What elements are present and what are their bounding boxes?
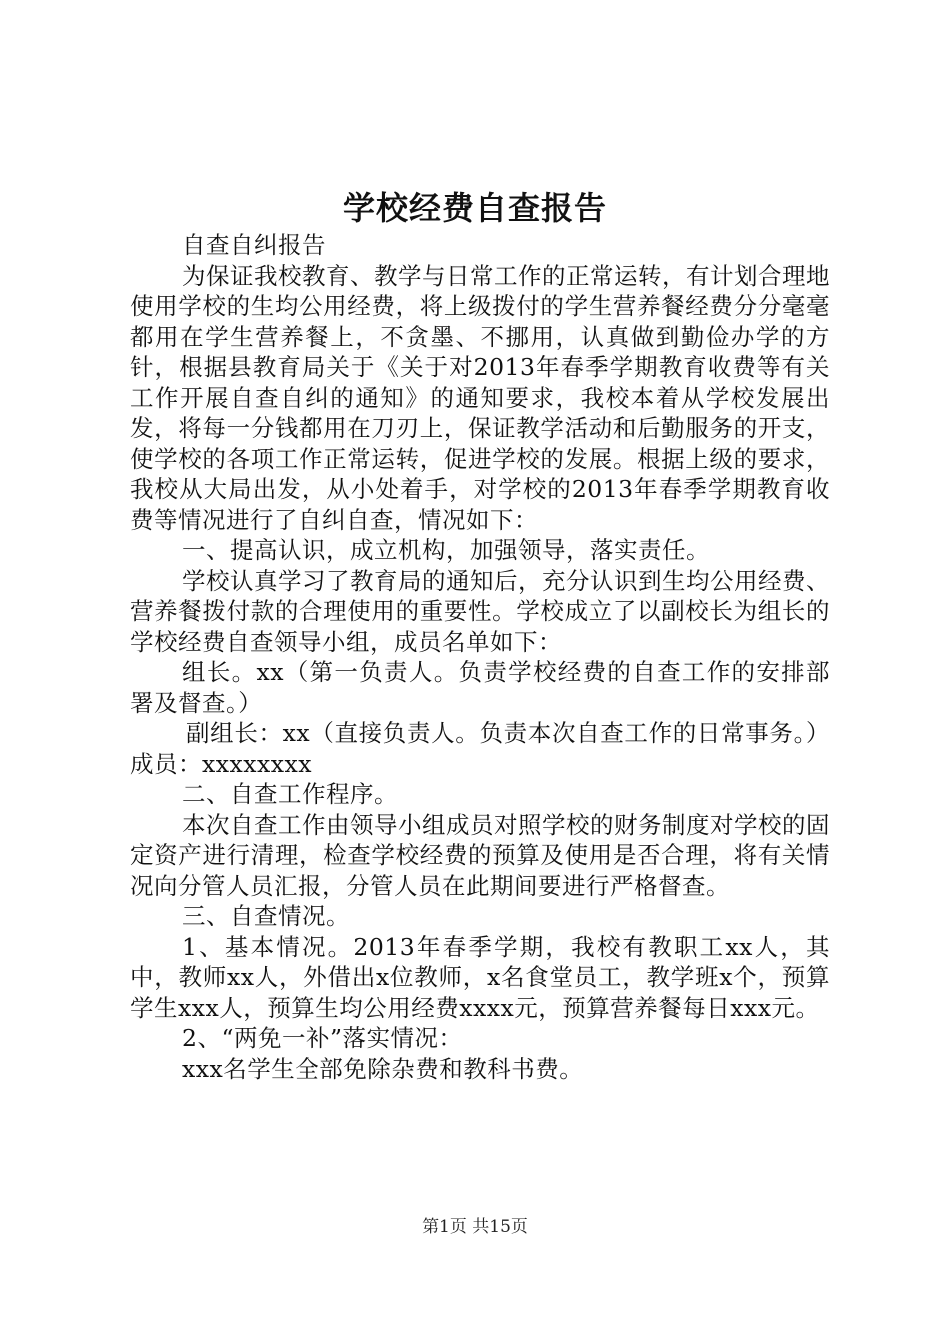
paragraph-leader: 组长。xx（第一负责人。负责学校经费的自查工作的安排部署及督查。） (130, 658, 830, 717)
page-footer: 第1页 共15页 (422, 1217, 528, 1237)
paragraph-subsidy-detail: xxx名学生全部免除杂费和教科书费。 (182, 1054, 584, 1083)
section-heading-2: 二、自查工作程序。 (182, 780, 398, 808)
paragraph-study: 学校认真学习了教育局的通知后，充分认识到生均公用经费、营养餐拨付款的合理使用的重要性。学校成立了以副校长为组长的学校经费自查领导小组，成员名单如下： (130, 566, 830, 656)
paragraph-subtitle: 自查自纠报告 (182, 231, 326, 259)
paragraph-deputy-leader: 副组长：xx（直接负责人。负责本次自查工作的日常事务。）成员：xxxxxxxx (130, 719, 830, 778)
paragraph-procedure: 本次自查工作由领导小组成员对照学校的财务制度对学校的固定资产进行清理，检查学校经费的预算及使用是否合理，将有关情况向分管人员汇报，分管人员在此期间要进行严格督查。 (130, 810, 830, 900)
paragraph-basic-info: 1、基本情况。2013年春季学期，我校有教职工xx人，其中，教师xx人，外借出x位教师，x名食堂员工，教学班x个，预算学生xxx人，预算生均公用经费xxxx元，预算营养餐每日xxx元。 (130, 932, 830, 1022)
section-heading-3: 三、自查情况。 (182, 902, 350, 930)
section-heading-1: 一、提高认识，成立机构，加强领导，落实责任。 (182, 536, 710, 564)
document-body (130, 230, 830, 1084)
document-title: 学校经费自查报告 (342, 189, 607, 227)
paragraph-intro: 为保证我校教育、教学与日常工作的正常运转，有计划合理地使用学校的生均公用经费，将上级拨付的学生营养餐经费分分毫毫都用在学生营养餐上，不贪墨、不挪用，认真做到勤俭办学的方针，根据县教育局关于《关于对2013年春季学期教育收费等有关工作开展自查自纠的通知》的通知要求，我校本着从学校发展出发，将每一分钱都用在刀刃上，保证教学活动和后勤服务的开支，使学校的各项工作正常运转，促进学校的发展。根据上级的要求，我校从大局出发，从小处着手，对学校的2013年春季学期教育收费等情况进行了自纠自查，情况如下： (130, 261, 830, 534)
paragraph-subsidy-heading: 2、“两免一补”落实情况： (182, 1024, 463, 1052)
